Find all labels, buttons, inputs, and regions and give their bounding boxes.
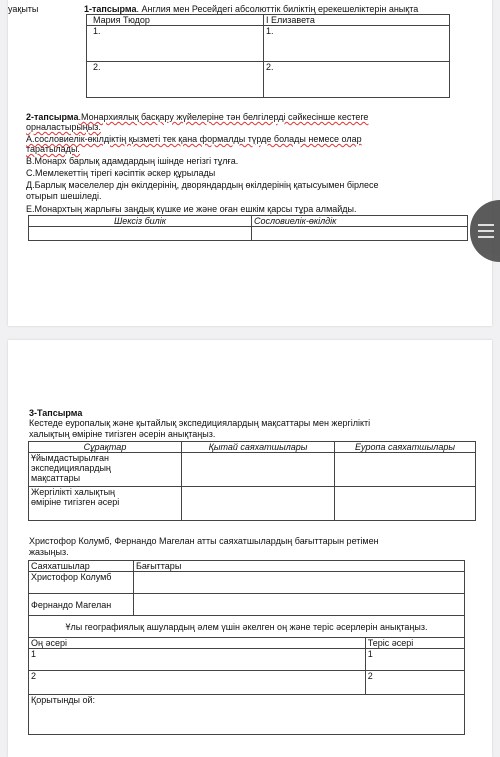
- task1-header-mary: Мария Тюдор: [87, 15, 264, 26]
- effects-cell[interactable]: 1: [29, 649, 366, 671]
- bottom-table: [28, 560, 465, 735]
- effects-cell[interactable]: 2: [29, 671, 366, 695]
- task1-heading: [84, 4, 418, 14]
- routes-row-label: Фернандо Магелан: [29, 594, 134, 616]
- task1-title: 1-тапсырма: [84, 4, 137, 14]
- task3-row-label: Жергілікті халықтың өміріне тигізген әсері: [29, 487, 182, 521]
- task2-item: Е.Монархтың жарлығы заңдық күшке ие және оған ешкім қарсы тұра алмайды.: [26, 204, 357, 214]
- task1-cell[interactable]: 2.: [264, 62, 450, 98]
- effects-cell[interactable]: 1: [365, 649, 464, 671]
- task2-heading: [26, 112, 368, 122]
- task3-table: [28, 441, 476, 521]
- routes-header-directions: Бағыттары: [134, 561, 465, 572]
- task1-cell[interactable]: 2.: [87, 62, 264, 98]
- task3-cell[interactable]: [182, 487, 335, 521]
- task1-cell[interactable]: 1.: [264, 26, 450, 62]
- task2-title: 2-тапсырма: [26, 112, 79, 122]
- task3-cell[interactable]: [335, 487, 476, 521]
- task2-item: Д.Барлық мәселелер дін өкілдерінің, дворяндардың өкілдерінің қатысуымен бірлесе: [26, 180, 379, 190]
- task3-text: Кестеде еуропалық және қытайлық экспедициялардың мақсаттары мен жергілікті: [29, 418, 371, 428]
- task2-cell[interactable]: [252, 227, 468, 241]
- left-label: уақыты: [8, 4, 39, 14]
- worksheet-page-1: [8, 0, 492, 326]
- task2-header-estate: Сословиелік-өкілдік: [252, 216, 468, 227]
- routes-row-label: Христофор Колумб: [29, 572, 134, 594]
- task1-text: . Англия мен Ресейдегі абсолюттік биліктің ерекешеліктерін анықта: [136, 4, 419, 14]
- effects-cell[interactable]: 2: [365, 671, 464, 695]
- task2-title-rest: .Монархиялық басқару жүйелеріне тән белгілерді сәйкесінше кестеге: [78, 112, 369, 122]
- worksheet-page-2: [8, 340, 492, 757]
- task2-item: А.сословиелік-өкілдіктің қызметі тек қана формалды түрде болады немесе олар: [26, 134, 362, 144]
- task2-item: отырып шешіледі.: [26, 191, 102, 201]
- menu-lines-icon: [478, 236, 494, 238]
- routes-cell[interactable]: [134, 594, 465, 616]
- task2-cell[interactable]: [29, 227, 252, 241]
- task1-header-elizabeth: I Елизавета: [264, 15, 450, 26]
- task2-header-absolute: Шексіз билік: [29, 216, 252, 227]
- task3-header-chinese: Қытай саяхатшылары: [182, 442, 335, 453]
- conclusion-field[interactable]: Қорытынды ой:: [29, 695, 465, 735]
- routes-header-travelers: Саяхатшылар: [29, 561, 134, 572]
- task1-cell[interactable]: 1.: [87, 26, 264, 62]
- task3-row-label: Ұйымдастырылған экспедициялардың мақсаттары: [29, 453, 182, 487]
- menu-lines-icon: [478, 230, 494, 232]
- task3-header-questions: Сұрақтар: [29, 442, 182, 453]
- geo-prompt: Ұлы географиялық ашулардың әлем үшін әкелген оң және теріс әсерлерін анықтаңыз.: [29, 616, 465, 638]
- task3-text: халықтың өміріне тигізген әсерін анықтаңыз.: [29, 429, 216, 439]
- task2-item: В.Монарх барлық адамдардың ішінде негізгі тұлға.: [26, 156, 239, 166]
- routes-text: Христофор Колумб, Фернандо Магелан атты саяхатшылардың бағыттарын ретімен: [29, 536, 379, 546]
- routes-text: жазыңыз.: [29, 547, 69, 557]
- task2-item: таратылады.: [26, 144, 80, 154]
- effects-header-negative: Теріс әсері: [365, 638, 464, 649]
- task1-table: [86, 14, 450, 98]
- task3-title: 3-Тапсырма: [29, 408, 83, 418]
- routes-cell[interactable]: [134, 572, 465, 594]
- task2-item: С.Мемлекеттің тірегі кәсіптік әскер құрылады: [26, 168, 216, 178]
- task2-table: [28, 215, 468, 241]
- task2-title-line2: орналастырыңыз.: [26, 122, 101, 132]
- menu-lines-icon: [478, 224, 494, 226]
- effects-header-positive: Оң әсері: [29, 638, 366, 649]
- task3-cell[interactable]: [335, 453, 476, 487]
- task3-cell[interactable]: [182, 453, 335, 487]
- task3-header-european: Еуропа саяхатшылары: [335, 442, 476, 453]
